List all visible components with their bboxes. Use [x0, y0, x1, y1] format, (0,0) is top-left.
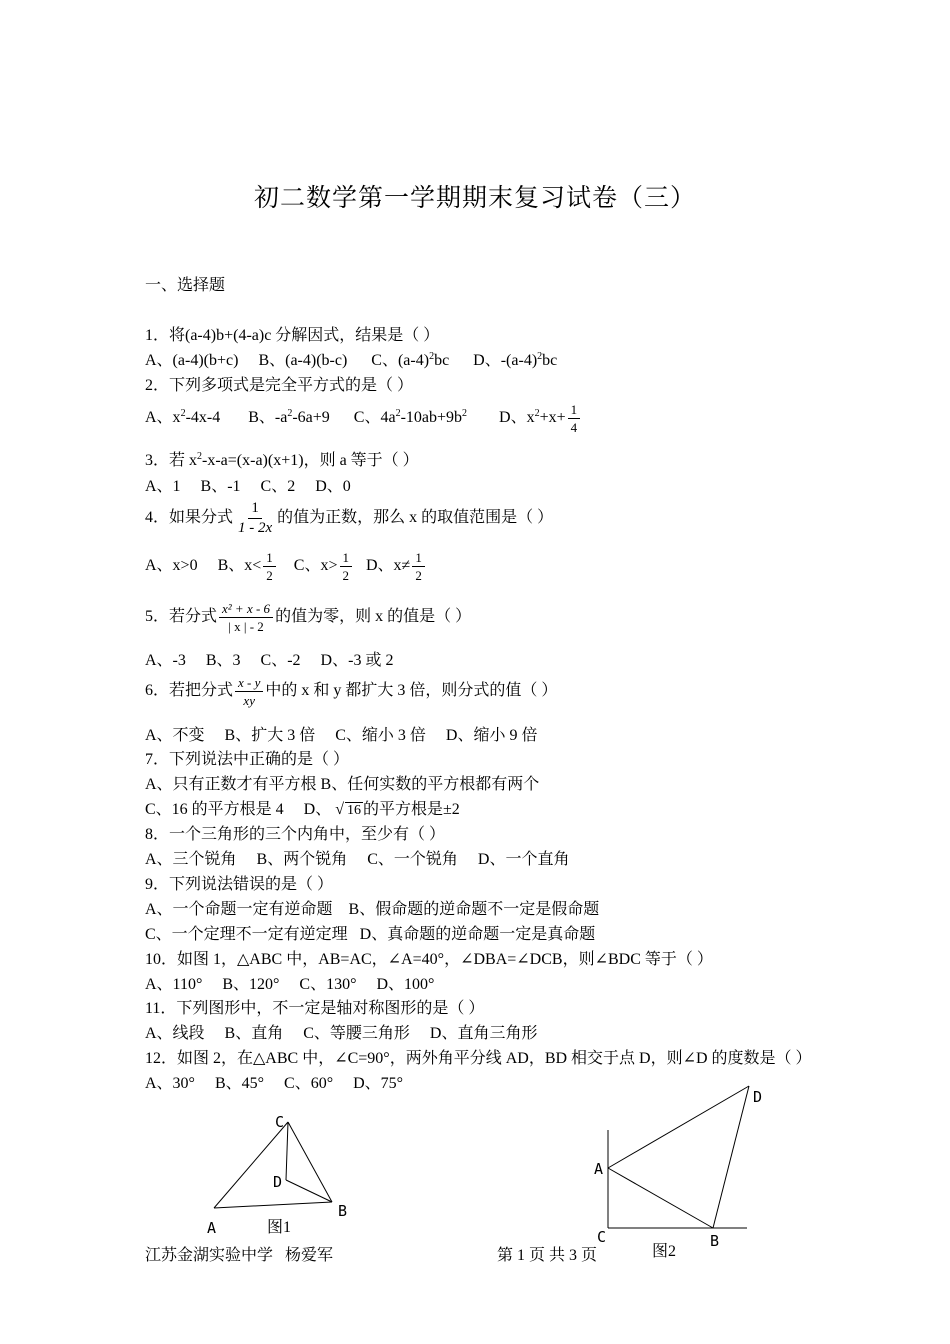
option-b: B、(a-4)(b-c) — [258, 352, 348, 369]
fig1-side-ac — [214, 1122, 288, 1208]
fraction: $\frac{\text{x² + x - 6}}{| x | - 2}$ — [219, 601, 273, 634]
question-2: 2．下列多项式是完全平方式的是（ ） — [145, 377, 414, 394]
option-b: B、x< $\frac{1}{2}$ — [218, 557, 278, 574]
footer-page-number: 第 1 页 共 3 页 — [497, 1247, 598, 1264]
question-11: 11．下列图形中，不一定是轴对称图形的是（ ） — [145, 1000, 485, 1017]
option-d: D、$x^2+x+$ $\frac{1}{4}$ — [499, 409, 582, 426]
question-7-options-1: A、只有正数才有平方根 B、任何实数的平方根都有两个 — [145, 776, 540, 793]
question-8: 8．一个三角形的三个内角中，至少有（ ） — [145, 826, 446, 843]
question-1: 1．将(a-4)b+(4-a)c 分解因式，结果是（ ） — [145, 327, 440, 344]
fig2-label-b: B — [710, 1232, 720, 1250]
option-a: A、(a-4)(b+c) — [145, 352, 239, 369]
fig2-line-ad — [608, 1086, 749, 1168]
fig1-label-c: C — [275, 1113, 285, 1131]
fraction: $\frac{1}{1 - 2x}$ — [238, 500, 273, 536]
question-2-options — [145, 402, 582, 435]
option-b: B、$-a^2-6a+9$ — [248, 408, 330, 427]
option-c: C、$(a-4)^2bc$ — [371, 351, 450, 369]
page-title: 初二数学第一学期期末复习试卷（三） — [253, 185, 696, 212]
option-d: D、x≠ $\frac{1}{2}$ — [366, 557, 427, 574]
question-9: 9．下列说法错误的是（ ） — [145, 876, 334, 893]
fig1-side-ab — [214, 1202, 332, 1208]
footer-author: 江苏金湖实验中学 杨爱军 — [145, 1247, 334, 1264]
fig1-caption: 图1 — [267, 1219, 292, 1236]
option-a: A、x>0 — [145, 557, 198, 575]
question-5-options: A、-3 B、3 C、-2 D、-3 或 2 — [145, 652, 394, 669]
sqrt-symbol: √ — [335, 801, 345, 818]
question-4: 4．如果分式 $\frac{1}{1 - 2x}$ 的值为正数，那么 x 的取值范围是（ ） — [145, 500, 554, 536]
question-8-options: A、三个锐角 B、两个锐角 C、一个锐角 D、一个直角 — [145, 851, 570, 868]
fig2-label-a: A — [594, 1160, 604, 1178]
fig1-label-b: B — [338, 1202, 348, 1220]
question-6-options: A、不变 B、扩大 3 倍 C、缩小 3 倍 D、缩小 9 倍 — [145, 727, 538, 744]
fig2-label-c: C — [597, 1228, 607, 1246]
question-6: 6．若把分式 $\frac{x - y}{xy}$ 中的 x 和 y 都扩大 3 倍，则分式的值（ ） — [145, 675, 558, 708]
fig1-side-cb — [288, 1122, 332, 1202]
option-d: D、$-(a-4)^2bc$ — [473, 351, 558, 369]
question-7-options-2: C、16 的平方根是 4 D、 √ 16 的平方根是±2 — [145, 801, 460, 818]
fig1-segment-db — [286, 1180, 332, 1202]
question-7: 7．下列说法中正确的是（ ） — [145, 751, 350, 768]
question-12: 12．如图 2，在△ABC 中，∠C=90°，两外角平分线 AD，BD 相交于点 D，则∠D 的度数是（ ） — [145, 1050, 812, 1067]
question-10-options: A、110° B、120° C、130° D、100° — [145, 976, 435, 993]
question-1-options — [145, 351, 557, 371]
option-c: C、x> $\frac{1}{2}$ — [294, 557, 354, 574]
fraction: $\frac{x - y}{xy}$ — [235, 675, 263, 708]
fraction: $\frac{1}{2}$ — [340, 550, 353, 583]
fraction: $\frac{1}{2}$ — [412, 550, 425, 583]
question-3: 3．若 $x^2-x-a=(x-a)(x+1)$，则 a 等于（ ） — [145, 451, 419, 469]
fig1-label-d: D — [273, 1173, 283, 1191]
question-9-options-2: C、一个定理不一定有逆定理 D、真命题的逆命题一定是真命题 — [145, 926, 596, 943]
fig2-line-bd — [713, 1086, 749, 1228]
fraction: $\frac{1}{4}$ — [568, 402, 581, 435]
fig2-line-ab — [608, 1168, 713, 1228]
fraction: $\frac{1}{2}$ — [263, 550, 276, 583]
question-4-options — [145, 550, 427, 583]
figure-2 — [595, 1080, 765, 1240]
section-heading: 一、选择题 — [145, 277, 226, 294]
question-12-options: A、30° B、45° C、60° D、75° — [145, 1075, 404, 1092]
question-11-options: A、线段 B、直角 C、等腰三角形 D、直角三角形 — [145, 1025, 538, 1042]
question-9-options-1: A、一个命题一定有逆命题 B、假命题的逆命题不一定是假命题 — [145, 901, 600, 918]
option-c: C、$4a^2-10ab+9b^2$ — [353, 408, 468, 427]
fig2-label-d: D — [753, 1088, 763, 1106]
fig2-caption: 图2 — [652, 1243, 677, 1260]
question-5: 5．若分式 $\frac{\text{x² + x - 6}}{| x | - 2}$ 的值为零，则 x 的值是（ ） — [145, 601, 472, 634]
option-a: A、$x^2-4x-4$ — [145, 408, 221, 427]
question-10: 10．如图 1，△ABC 中，AB=AC，∠A=40°，∠DBA=∠DCB，则∠BDC 等于（ ） — [145, 951, 713, 968]
fig1-label-a: A — [207, 1219, 217, 1237]
fig1-segment-cd — [286, 1122, 288, 1180]
question-3-options: A、1 B、-1 C、2 D、0 — [145, 478, 351, 495]
